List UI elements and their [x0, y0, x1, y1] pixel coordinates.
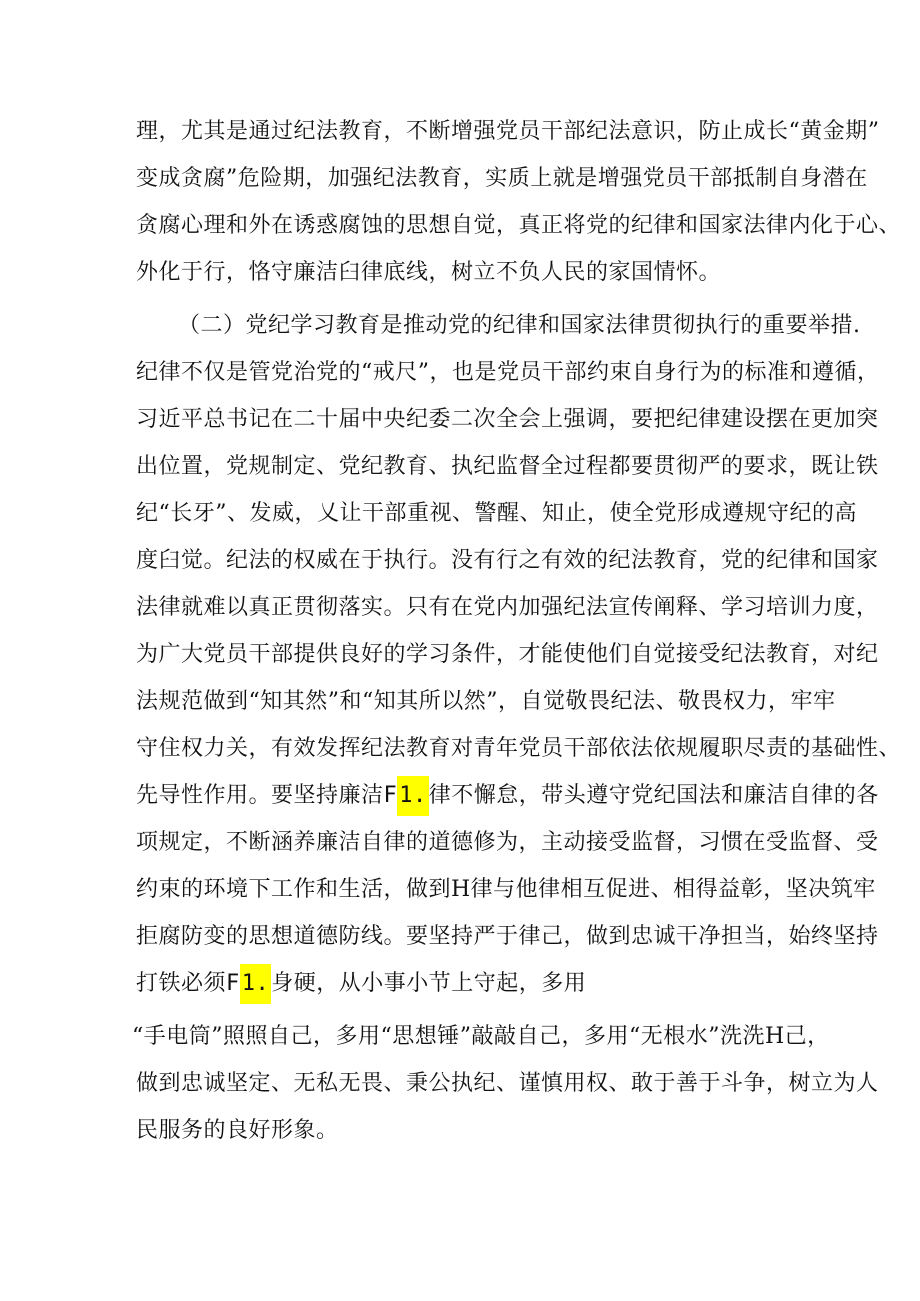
paragraph-line: 做到忠诚坚定、无私无畏、秉公执纪、谨慎用权、敢于善于斗争，树立为人: [136, 1071, 879, 1096]
line-text: 先导性作用。要坚持廉洁: [136, 783, 384, 808]
paragraph-line: 法规范做到“知其然”和“知其所以然”，自觉敬畏纪法、敬畏权力，牢牢: [136, 689, 836, 714]
paragraph-line: 变成贪腐”危险期，加强纪法教育，实质上就是增强党员干部抵制自身潜在: [136, 166, 868, 191]
section-heading: （二）党纪学习教育是推动党的纪律和国家法律贯彻执行的重要举措.: [178, 313, 861, 338]
paragraph-line: 纪“长牙”、发威，乂让干部重视、警醒、知止，使全党形成遵规守纪的高: [136, 501, 857, 526]
paragraph-line: 拒腐防变的思想道德防线。要坚持严于律己，做到忠诚干净担当，始终坚持: [136, 924, 879, 949]
paragraph-line: 度臼觉。纪法的权威在于执行。没有行之有效的纪法教育，党的纪律和国家: [136, 548, 879, 573]
paragraph-line: 外化于行，恪守廉洁臼律底线，树立不负人民的家国情怀。: [136, 260, 722, 285]
highlight-mark: 1.: [240, 964, 272, 1004]
ocr-artifact-text: F: [226, 971, 240, 996]
paragraph-line: “手电筒”照照自己，多用“思想锤”敲敲自己，多用“无根水”洗洗H己，: [132, 1024, 830, 1049]
paragraph-line: 纪律不仅是管党治党的“戒尺”，也是党员干部约束自身行为的标准和遵循，: [136, 360, 880, 385]
ocr-artifact-text: F: [383, 783, 398, 808]
paragraph-line: 出位置，党规制定、党纪教育、执纪监督全过程都要贯彻严的要求，既让铁: [136, 454, 879, 479]
paragraph-line: 法律就难以真正贯彻落实。只有在党内加强纪法宣传阐释、学习培训力度，: [136, 595, 879, 620]
paragraph-line-highlighted: [136, 964, 586, 1004]
line-text: 打铁必须: [136, 971, 227, 996]
line-text: 律不懈怠，带头遵守党纪国法和廉洁自律的各: [428, 783, 879, 808]
paragraph-line: 习近平总书记在二十届中央纪委二次全会上强调，要把纪律建设摆在更加突: [136, 407, 879, 432]
paragraph-line: 为广大党员干部提供良好的学习条件，才能使他们自觉接受纪法教育，对纪: [136, 642, 879, 667]
highlight-mark: 1.: [397, 776, 429, 816]
line-text: 身硬，从小事小节上守起，多用: [271, 971, 587, 996]
paragraph-line-highlighted: [136, 776, 879, 816]
paragraph-line: 守住权力关，有效发挥纪法教育对青年党员干部依法依规履职尽责的基础性、: [136, 736, 902, 761]
paragraph-line: 约束的环境下工作和生活，做到H律与他律相互促进、相得益彰，坚决筑牢: [136, 877, 876, 902]
paragraph-line: 项规定，不断涵养廉洁自律的道德修为，主动接受监督，习惯在受监督、受: [136, 830, 879, 855]
paragraph-line: 民服务的良好形象。: [136, 1118, 339, 1143]
paragraph-line: 贪腐心理和外在诱惑腐蚀的思想自觉，真正将党的纪律和国家法律内化于心、: [136, 213, 902, 238]
paragraph-line: 理，尤其是通过纪法教育，不断增强党员干部纪法意识，防止成长“黄金期”: [136, 119, 880, 144]
